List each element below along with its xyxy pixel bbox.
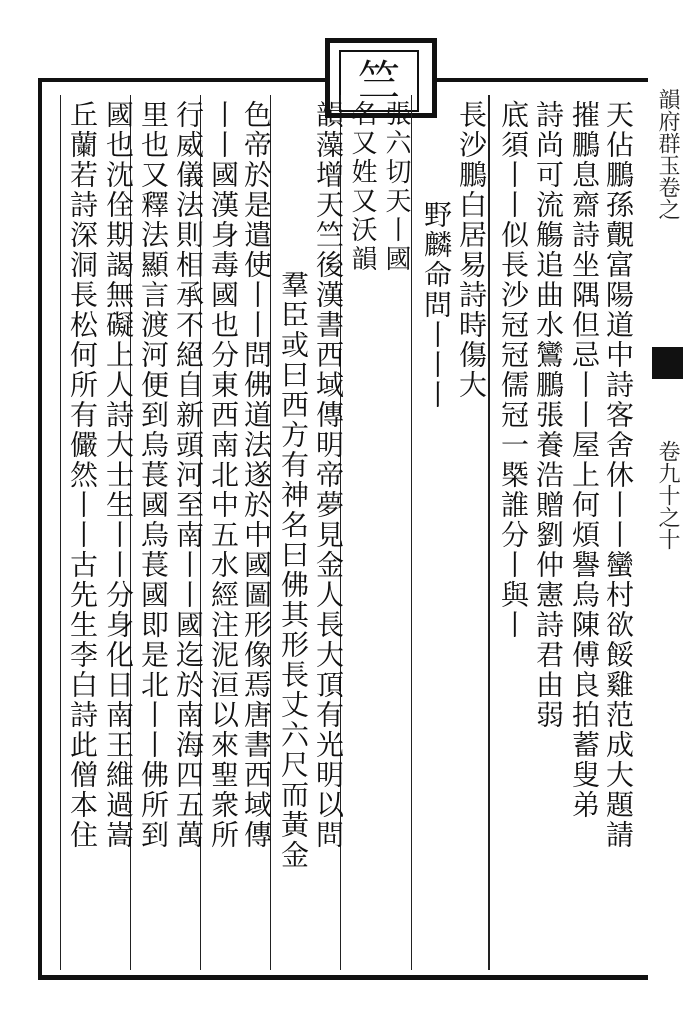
text-column-14: 里也又釋法顯言渡河便到烏萇國烏萇國即是北丨丨佛所到	[137, 100, 170, 850]
text-column-2: 摧鵬息齋詩坐隅但忌丨丨屋上何煩譽烏陳傅良拍蓄叟弟	[568, 100, 601, 820]
text-column-9: 韻藻增天竺後漢書西域傳明帝夢見金人長大頂有光明以問	[312, 100, 345, 850]
text-column-16: 丘蘭若詩深洞長松何所有儼然丨丨古先生李白詩此僧本住	[66, 100, 99, 850]
text-column-5: 長沙鵬白居易詩時傷大	[455, 100, 488, 400]
text-column-15: 國也沈佺期謁無礙上人詩大士生丨丨分身化日南王維過嵩	[102, 100, 135, 850]
text-column-7: 張六切天丨國	[381, 100, 411, 274]
margin-text-top: 韻府群玉卷之	[655, 88, 680, 220]
text-column-4: 底須丨丨似長沙冠冠儒冠一槩誰分丨與丨	[497, 100, 530, 640]
text-column-13: 行威儀法則相承不絕自新頭河至南丨丨國迄於南海四五萬	[172, 100, 205, 850]
header-character: 竺	[357, 56, 400, 105]
margin-black-tab	[652, 347, 683, 379]
column-rule	[60, 95, 61, 970]
text-column-1: 天佔鵬孫覿富陽道中詩客舍休丨丨蠻村欲餒雞范成大題請	[602, 100, 635, 850]
text-column-10: 羣臣或曰西方有神名曰佛其形長丈六尺而黃金	[277, 270, 310, 870]
text-column-6: 野麟命問丨丨丨	[420, 200, 453, 410]
text-column-8: 名又姓又沃韻	[347, 100, 377, 274]
text-column-11: 色帝於是遣使丨丨問佛道法遂於中國圖形像焉唐書西域傳	[240, 100, 273, 850]
text-column-12: 丨丨國漢身毒國也分東西南北中五水經注泥洹以來聖衆所	[207, 100, 240, 850]
text-column-3: 詩尚可流觴追曲水鸞鵬張養浩贈劉仲憲詩君由弱	[532, 100, 565, 730]
margin-text-bottom: 卷九十之十	[655, 440, 680, 550]
